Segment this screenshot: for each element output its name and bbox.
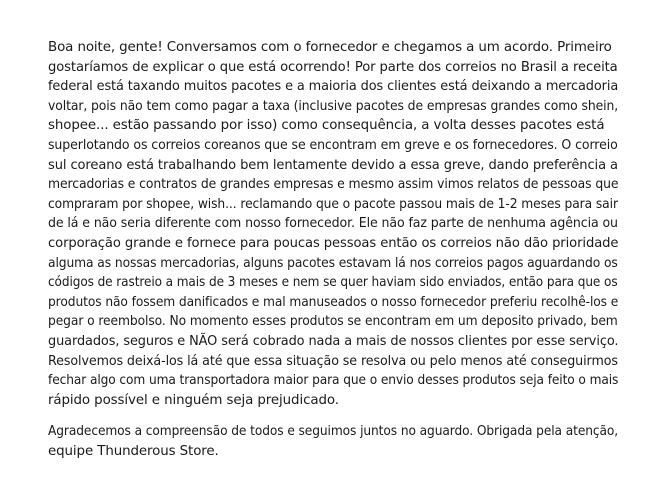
text-line: equipe Thunderous Store.: [48, 443, 219, 459]
text-line: Agradecemos a compreensão de todos e seguimos juntos no aguardo. Obrigada pela atenção,: [48, 424, 619, 440]
document-body: [48, 38, 618, 473]
text-line: códigos de rastreio a mais de 3 meses e nem se quer haviam sido enviados, então para que os: [48, 275, 618, 291]
text-line: compraram por shopee, wish... reclamando que o pacote passou mais de 1-2 meses para sair: [48, 196, 618, 212]
text-line: corporação grande e fornece para poucas pessoas então os correios não dão prioridade: [48, 235, 619, 251]
text-line: federal está taxando muitos pacotes e a maioria dos clientes está deixando a mercadoria: [48, 79, 619, 95]
text-line: pegar o reembolso. No momento esses produtos se encontram em um deposito privado, bem: [48, 314, 618, 330]
paragraph-closing: [48, 422, 618, 461]
text-line: rápido possível e ninguém seja prejudicado.: [48, 392, 339, 408]
text-line: alguma as nossas mercadorias, alguns pacotes estavam lá nos correios pagos aguardando os: [48, 255, 618, 271]
paragraph-announcement: [48, 38, 618, 410]
text-line: guardados, seguros e NÃO será cobrado nada a mais de nossos clientes por esse serviço.: [48, 333, 619, 349]
text-line: shopee... estão passando por isso) como consequência, a volta desses pacotes está: [48, 118, 605, 134]
text-line: voltar, pois não tem como pagar a taxa (inclusive pacotes de empresas grandes como shein,: [48, 98, 619, 114]
text-line: superlotando os correios coreanos que se encontram em greve e os fornecedores. O correio: [48, 137, 618, 153]
text-line: Resolvemos deixá-los lá até que essa situação se resolva ou pelo menos até conseguirmos: [48, 353, 618, 369]
text-line: gostaríamos de explicar o que está ocorrendo! Por parte dos correios no Brasil a receita: [48, 59, 618, 75]
text-line: produtos não fossem danificados e mal manuseados o nosso fornecedor preferiu recolhê-los e: [48, 294, 619, 310]
text-line: Boa noite, gente! Conversamos com o fornecedor e chegamos a um acordo. Primeiro: [48, 40, 612, 55]
text-line: mercadorias e contratos de grandes empresas e mesmo assim vimos relatos de pessoas que: [48, 177, 619, 193]
text-line: de lá e não seria diferente com nosso fornecedor. Ele não faz parte de nenhuma agência ou: [48, 216, 618, 232]
text-line: fechar algo com uma transportadora maior para que o envio desses produtos seja feito o mais: [48, 373, 619, 389]
text-line: sul coreano está trabalhando bem lentamente devido a essa greve, dando preferência a: [48, 157, 618, 173]
